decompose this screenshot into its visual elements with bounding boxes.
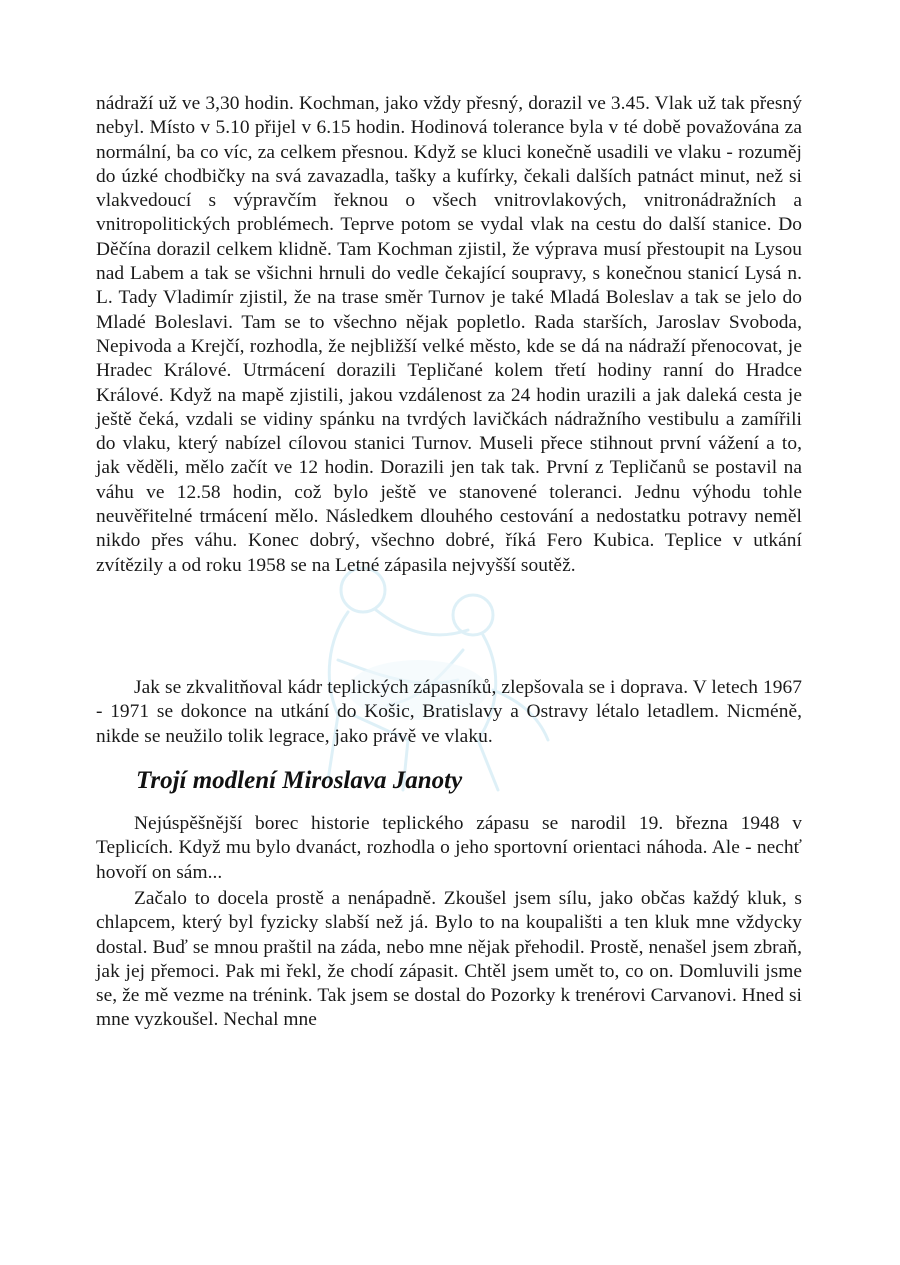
body-text-section-2 [96, 676, 802, 749]
body-text-section-1 [96, 92, 802, 578]
body-text-section-4 [96, 887, 802, 1033]
section-heading: Trojí modlení Miroslava Janoty [136, 767, 463, 794]
paragraph-transport: Jak se zkvalitňoval kádr teplických zápasníků, zlepšovala se i doprava. V letech 1967 - 1971 se dokonce na utkání do Košic, Bratislavy a Ostravy létalo letadlem. Nicméně, nikde se neužilo tolik legrace, jako právě ve vlaku. [96, 677, 802, 747]
body-text-section-3 [96, 812, 802, 885]
paragraph-train-journey: nádraží už ve 3,30 hodin. Kochman, jako vždy přesný, dorazil ve 3.45. Vlak už tak přesný nebyl. Místo v 5.10 přijel v 6.15 hodin. Hodinová tolerance byla v té době považována za normální, ba co víc, za celkem přesnou. Když se kluci konečně usadili ve vlaku - rozuměj do úzké chodbičky na svá zavazadla, tašky a kufírky, čekali dalších patnáct minut, než si vlakvedoucí s výpravčím řeknou o všech vnitrovlakových, vnitronádražních a vnitropolitických problémech. Teprve potom se vydal vlak na cestu do další stanice. Do Děčína dorazil celkem klidně. Tam Kochman zjistil, že výprava musí přestoupit na Lysou nad Labem a tak se všichni hrnuli do vedle čekající soupravy, s konečnou stanicí Lysá n. L. Tady Vladimír zjistil, že na trase směr Turnov je také Mladá Boleslav a tak se jelo do Mladé Boleslavi. Tam se to všechno nějak popletlo. Rada starších, Jaroslav Svoboda, Nepivoda a Krejčí, rozhodla, že nejbližší velké město, kde se dá na nádraží přenocovat, je Hradec Králové. Utrmácení dorazili Tepličané kolem třetí hodiny ranní do Hradce Králové. Když na mapě zjistili, jakou vzdálenost za 24 hodin urazili a jak daleká cesta je ještě čeká, vzdali se vidiny spánku na tvrdých lavičkách nádražního vestibulu a zamířili do vlaku, který nabízel cílovou stanici Turnov. Museli přece stihnout první vážení a to, jak věděli, mělo začít ve 12 hodin. Dorazili jen tak tak. První z Tepličanů se postavil na váhu ve 12.58 hodin, což bylo ještě ve stanovené toleranci. Jednu výhodu tohle neuvěřitelné trmácení mělo. Následkem dlouhého cestování a nedostatku potravy neměl nikdo přes váhu. Konec dobrý, všechno dobré, říká Fero Kubica. Teplice v utkání zvítězily a od roku 1958 se na Letné zápasila nejvyšší soutěž. [96, 93, 802, 576]
wrestlers-watermark-icon [268, 540, 568, 800]
paragraph-janota-story: Začalo to docela prostě a nenápadně. Zkoušel jsem sílu, jako občas každý kluk, s chlapcem, který byl fyzicky slabší než já. Bylo to na koupališti a ten kluk mne vždycky dostal. Buď se mnou praštil na záda, nebo mne nějak přehodil. Prostě, nenašel jsem zbraň, jak jej přemoci. Pak mi řekl, že chodí zápasit. Chtěl jsem umět to, co on. Domluvili jsme se, že mě vezme na trénink. Tak jsem se dostal do Pozorky k trenérovi Carvanovi. Hned si mne vyzkoušel. Nechal mne [96, 888, 802, 1031]
paragraph-janota-intro: Nejúspěšnější borec historie teplického zápasu se narodil 19. března 1948 v Teplicích. Když mu bylo dvanáct, rozhodla o jeho sportovní orientaci náhoda. Ale - nechť hovoří on sám... [96, 813, 802, 883]
